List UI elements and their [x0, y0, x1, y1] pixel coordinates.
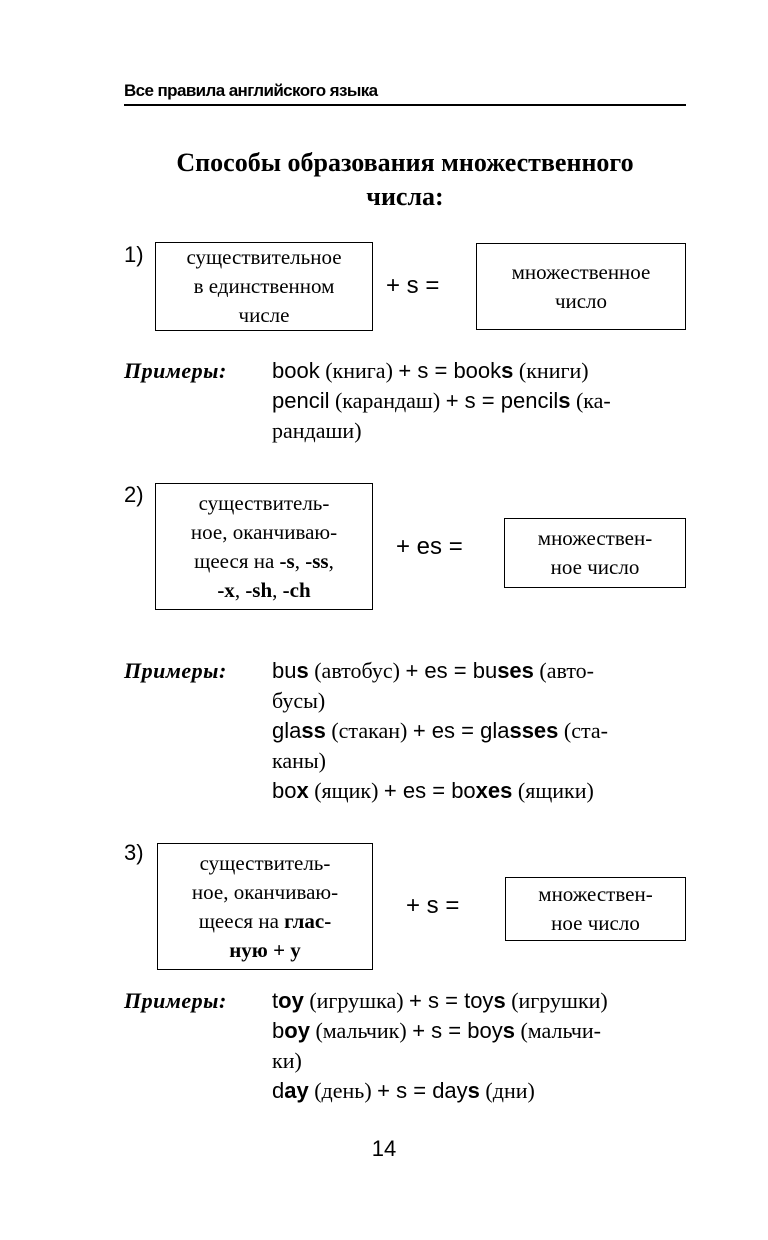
rule2-number: 2)	[124, 482, 144, 507]
rule2-right-line: ное число	[550, 555, 640, 579]
example-line: book (книга) + s = books (книги)	[272, 358, 589, 383]
title-line-2: числа:	[366, 182, 444, 211]
rule1-left-line: числе	[238, 303, 290, 327]
rule3-left-line: ную + y	[229, 937, 301, 962]
example-line: pencil (карандаш) + s = pencils (ка-	[272, 388, 611, 413]
example-line: box (ящик) + es = boxes (ящики)	[272, 778, 594, 803]
rule2-examples	[272, 656, 687, 806]
example-line: toy (игрушка) + s = toys (игрушки)	[272, 988, 608, 1013]
example-line: glass (стакан) + es = glasses (ста-	[272, 718, 608, 743]
rule2-right-line: множествен-	[537, 526, 653, 550]
rule2-operator: + es =	[396, 533, 463, 560]
rule2-left-line: ное, оканчиваю-	[190, 519, 338, 544]
rule3-left-line: существитель-	[199, 850, 331, 875]
rule1-singular-box	[155, 242, 373, 331]
example-line: boy (мальчик) + s = boys (мальчи-	[272, 1018, 602, 1043]
rule3-operator: + s =	[406, 892, 460, 919]
rule1-left-line: в единственном	[193, 274, 335, 298]
rule1-right-line: множественное	[511, 259, 651, 284]
rule1-plural-box	[476, 243, 686, 330]
example-line: бусы)	[272, 688, 326, 713]
rule3-number: 3)	[124, 840, 144, 865]
rule3-examples-label: Примеры:	[124, 988, 227, 1013]
rule2-examples-label: Примеры:	[124, 658, 227, 683]
running-head: Все правила английского языка	[124, 80, 686, 106]
example-line: каны)	[272, 748, 327, 773]
page-title	[124, 146, 686, 214]
rule3-right-line: ное число	[551, 911, 640, 935]
rule2-left-line: существитель-	[198, 490, 330, 515]
example-line: ки)	[272, 1048, 302, 1073]
rule1-number: 1)	[124, 242, 144, 267]
rule3-left-line: щееся на глас-	[198, 908, 332, 933]
title-line-1: Способы образования множественного	[176, 148, 634, 177]
rule3-right-line: множествен-	[538, 882, 653, 906]
page-number: 14	[371, 1136, 397, 1161]
rule3-examples	[272, 986, 687, 1106]
rule2-left-line: щееся на -s, -ss,	[194, 548, 334, 573]
rule2-plural-box	[504, 518, 686, 588]
rule2-singular-box	[155, 483, 373, 610]
example-line: рандаши)	[272, 418, 362, 443]
rule1-examples	[272, 356, 687, 446]
rule1-left-line: существительное	[186, 245, 342, 269]
example-line: bus (автобус) + es = buses (авто-	[272, 658, 594, 683]
rule2-left-line: -x, -sh, -ch	[217, 577, 311, 602]
rule1-right-line: число	[554, 288, 608, 313]
rule3-plural-box	[505, 877, 686, 941]
rule3-singular-box	[157, 843, 373, 970]
rule1-operator: + s =	[386, 272, 440, 299]
rule3-left-line: ное, оканчиваю-	[191, 879, 339, 904]
example-line: day (день) + s = days (дни)	[272, 1078, 535, 1103]
rule1-examples-label: Примеры:	[124, 358, 227, 383]
